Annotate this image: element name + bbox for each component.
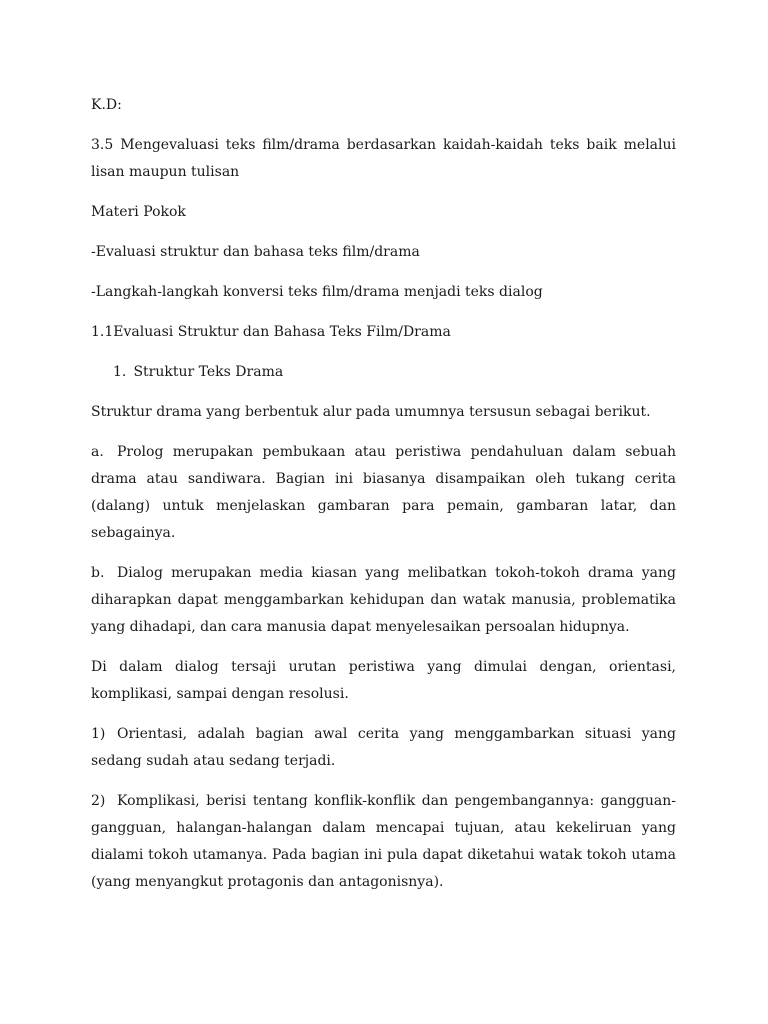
- numbered-item-text: Struktur Teks Drama: [133, 364, 284, 380]
- kd-text: 3.5 Mengevaluasi teks film/drama berdasarkan kaidah-kaidah teks baik melalui lisan maupun tulisan: [91, 137, 676, 180]
- numbered-item: [91, 359, 676, 386]
- kd-label: K.D:: [91, 97, 122, 113]
- item-1: [91, 721, 676, 775]
- item-b: [91, 560, 676, 641]
- materi-heading: Materi Pokok: [91, 204, 186, 220]
- item-2-text: Komplikasi, berisi tentang konflik-konflik dan pengembangannya: gangguan-gangguan, halangan-halangan dalam mencapai tujuan, atau kekeliruan yang dialami tokoh utamanya. Pada bagian ini pula dapat diketahui watak tokoh utama (yang menyangkut protagonis dan antagonisnya).: [91, 793, 676, 890]
- materi-item-2: -Langkah-langkah konversi teks film/drama menjadi teks dialog: [91, 284, 543, 300]
- item-a-text: Prolog merupakan pembukaan atau peristiwa pendahuluan dalam sebuah drama atau sandiwara. Bagian ini biasanya disampaikan oleh tukang cerita (dalang) untuk menjelaskan gambaran para pemain, gambaran latar, dan sebagainya.: [91, 444, 676, 541]
- document-body: [91, 92, 676, 909]
- numbered-item-number: 1.: [113, 364, 127, 380]
- item-2-marker: 2): [91, 793, 106, 809]
- item-1-marker: 1): [91, 726, 106, 742]
- item-a: [91, 439, 676, 547]
- item-b-marker: b.: [91, 565, 105, 581]
- intro-paragraph: Struktur drama yang berbentuk alur pada umumnya tersusun sebagai berikut.: [91, 404, 651, 420]
- item-b-text: Dialog merupakan media kiasan yang melibatkan tokoh-tokoh drama yang diharapkan dapat menggambarkan kehidupan dan watak manusia, problematika yang dihadapi, dan cara manusia dapat menyelesaikan persoalan hidupnya.: [91, 565, 676, 635]
- item-2: [91, 788, 676, 896]
- item-a-marker: a.: [91, 444, 104, 460]
- dialog-paragraph: Di dalam dialog tersaji urutan peristiwa yang dimulai dengan, orientasi, komplikasi, sampai dengan resolusi.: [91, 659, 676, 702]
- section-heading: 1.1Evaluasi Struktur dan Bahasa Teks Film/Drama: [91, 324, 451, 340]
- item-1-text: Orientasi, adalah bagian awal cerita yang menggambarkan situasi yang sedang sudah atau sedang terjadi.: [91, 726, 676, 769]
- materi-item-1: -Evaluasi struktur dan bahasa teks film/drama: [91, 244, 420, 260]
